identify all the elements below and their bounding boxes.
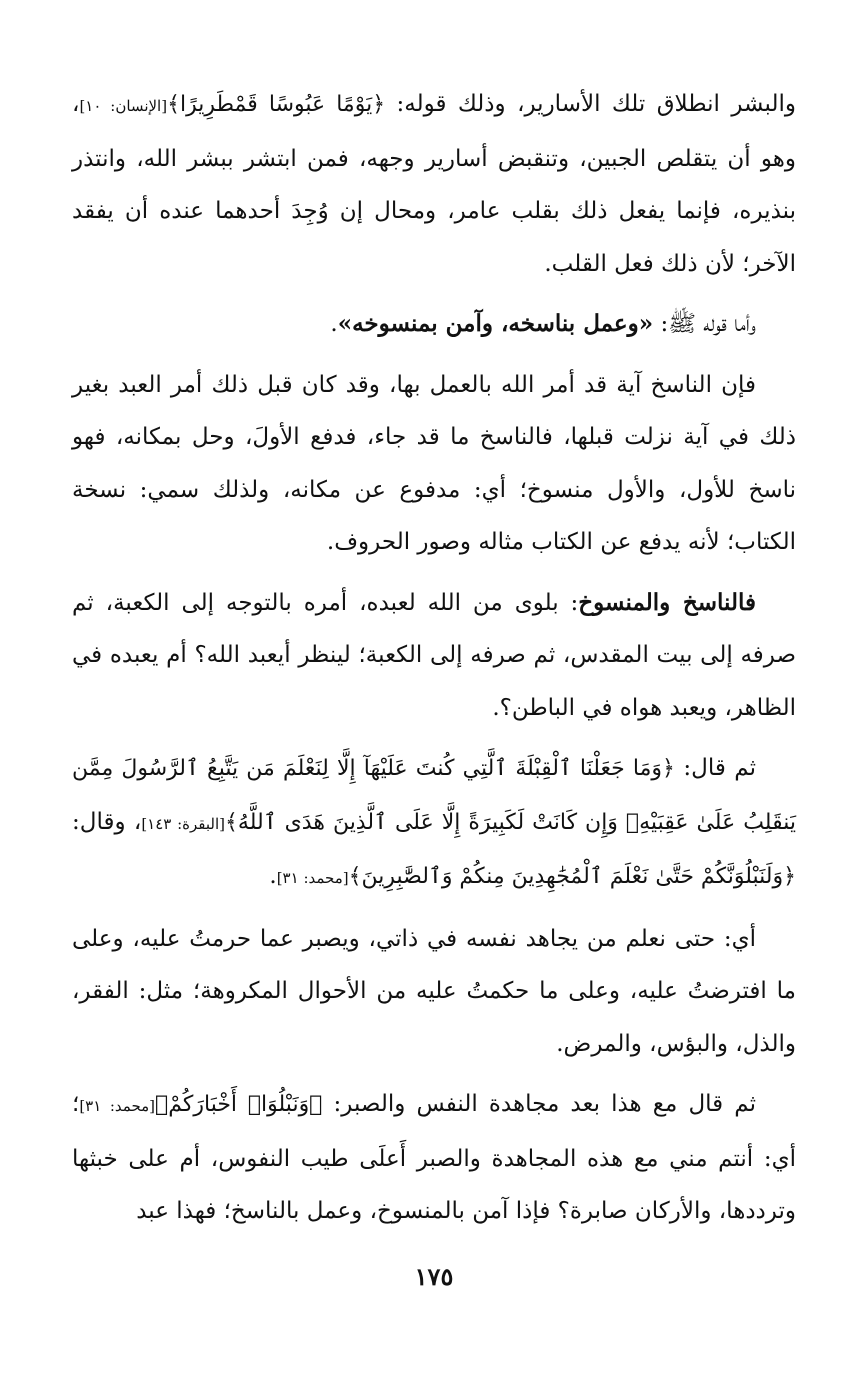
body-text: والبشر انطلاق تلك الأسارير، وذلك قوله:: [385, 91, 797, 117]
body-text: ثم قال مع هذا بعد مجاهدة النفس والصبر:: [322, 1091, 757, 1117]
paragraph-p5: [72, 742, 796, 905]
paragraph-p2: [72, 298, 796, 351]
verse-reference: [الإنسان: ١٠]: [79, 97, 168, 115]
body-text: : بلوى من الله لعبده، أمره بالتوجه إلى الكعبة، ثم صرفه إلى بيت المقدس، ثم صرفه إلى الكعبة؛ لينظر أيعبد الله؟ أم يعبده في الظاهر، ويعبد هواه في الباطن؟.: [72, 589, 796, 721]
emphasis-text: فالناسخ والمنسوخ: [578, 588, 756, 616]
page-number: ١٧٥: [414, 1262, 454, 1291]
body-text: ، وهو أن يتقلص الجبين، وتنقبض أسارير وجهه، فمن ابتشر ببشر الله، وانتذر بنذيره، فإنما يفعل ذلك بقلب عامر، ومحال إن وُجِدَ أحدهما عنده أن يفقد الآخر؛ لأن ذلك فعل القلب.: [72, 91, 796, 277]
body-text: .: [330, 311, 338, 337]
verse-reference: [محمد: ٣١]: [79, 1097, 156, 1115]
paragraph-p6: [72, 913, 796, 1071]
paragraph-p3: [72, 359, 796, 569]
body-text: .: [269, 863, 277, 889]
paragraph-p1: [72, 78, 796, 290]
body-text: فإن الناسخ آية قد أمر الله بالعمل بها، وقد كان قبل ذلك أمر العبد بغير ذلك في آية نزلت قبلها، فالناسخ ما قد جاء، فدفع الأولَ، وحل بمكانه، فهو ناسخ للأول، والأول منسوخ؛ أي: مدفوع عن مكانه، ولذلك سمي: نسخة الكتاب؛ لأنه يدفع عن الكتاب مثاله وصور الحروف.: [72, 371, 796, 555]
body-text: ؛ أي: أنتم مني مع هذه المجاهدة والصبر أَعلَى طيب النفوس، أم على خبثها وترددها، والأركان صابرة؟ فإذا آمن بالمنسوخ، وعمل بالناسخ؛ فهذا عبد: [72, 1091, 796, 1224]
verse-reference: [محمد: ٣١]: [276, 869, 349, 887]
paragraph-p7: [72, 1078, 796, 1238]
quran-verse: ﴿يَوْمًا عَبُوسًا قَمْطَرِيرًا﴾: [167, 92, 386, 117]
quran-verse: ﴿وَنَبْلُوَا۟ أَخْبَارَكُمْ﴾: [155, 1092, 323, 1117]
quran-verse: ﴿وَمَا جَعَلْنَا ٱلْقِبْلَةَ ٱلَّتِي كُنتَ عَلَيْهَآ إِلَّا لِنَعْلَمَ مَن يَتَّبِعُ ٱلرَّسُولَ مِمَّن يَنقَلِبُ عَلَىٰ عَقِبَيْهِۚ وَإِن كَانَتْ لَكَبِيرَةً إِلَّا عَلَى ٱلَّذِينَ هَدَى ٱللَّهُ﴾: [72, 756, 796, 835]
body-text: أي: حتى نعلم من يجاهد نفسه في ذاتي، ويصبر عما حرمتُ عليه، وعلى ما افترضتُ عليه، وعلى ما حكمتُ عليه من الأحوال المكروهة؛ مثل: الفقر، والذل، والبؤس، والمرض.: [72, 925, 796, 1057]
paragraph-p4: [72, 577, 796, 735]
body-text: وأما قوله ﷺ:: [653, 311, 756, 337]
emphasis-text: «وعمل بناسخه، وآمن بمنسوخه»: [337, 310, 654, 337]
quran-verse: ﴿وَلَنَبْلُوَنَّكُمْ حَتَّىٰ نَعْلَمَ ٱلْمُجَٰهِدِينَ مِنكُمْ وَٱلصَّٰبِرِينَ﴾: [348, 864, 796, 889]
page-body: [72, 78, 796, 1246]
body-text: ، وقال:: [72, 808, 142, 835]
verse-reference: [البقرة: ١٤٣]: [141, 814, 226, 833]
body-text: ثم قال:: [674, 755, 757, 781]
